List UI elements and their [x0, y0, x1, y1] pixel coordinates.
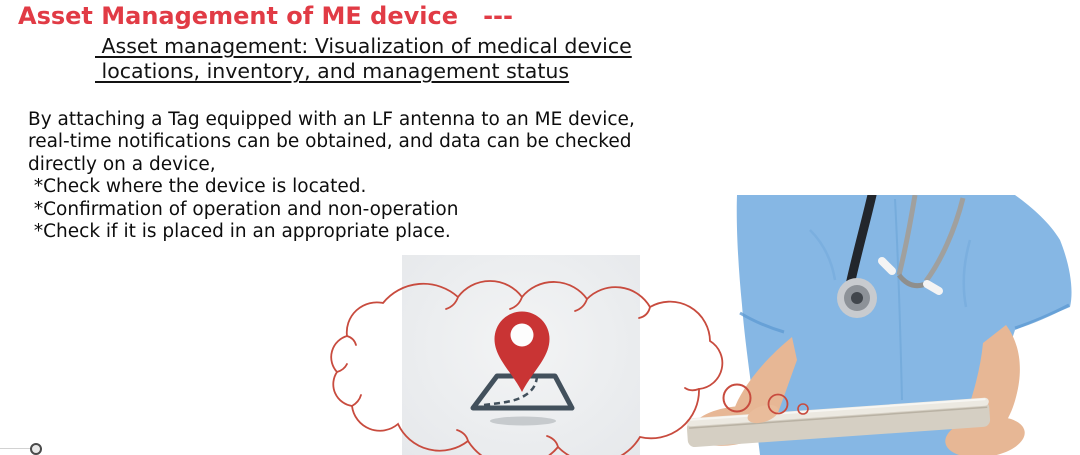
body-line: *Check if it is placed in an appropriate place.	[28, 221, 451, 243]
body-line: *Confirmation of operation and non-operation	[28, 198, 459, 220]
thought-bubble-hook	[510, 297, 522, 309]
map-shadow	[490, 417, 556, 426]
thought-bubble-hook	[337, 364, 347, 372]
thought-bubble-hook	[639, 307, 650, 318]
subtitle-line: Asset management: Visualization of medical device	[95, 34, 632, 58]
thought-bubble-tail-circle	[798, 404, 808, 414]
subtitle-line: locations, inventory, and management status	[95, 59, 570, 83]
thought-bubble-hook	[352, 395, 361, 406]
body-line: *Check where the device is located.	[28, 176, 367, 198]
thought-bubble-hook	[575, 299, 587, 311]
body-line: real-time notifications can be obtained, and data can be checked	[28, 131, 632, 153]
thought-bubble-tail-circle	[769, 395, 788, 414]
body-line: directly on a device,	[28, 153, 216, 175]
location-pin-icon	[495, 312, 550, 393]
thought-bubble-hook	[547, 436, 558, 447]
corner-divider-line	[0, 448, 30, 449]
body-line: By attaching a Tag equipped with an LF antenna to an ME device,	[28, 109, 635, 130]
thought-bubble-hook	[347, 336, 356, 345]
pin-hole	[511, 324, 534, 347]
thought-bubble	[331, 281, 808, 455]
corner-logo-glyph	[30, 443, 42, 455]
thought-bubble-tail-circle	[724, 385, 751, 412]
thought-bubble-hook	[685, 388, 699, 390]
page-title: Asset Management of ME device ---	[18, 2, 513, 30]
thought-bubble-hook	[446, 297, 458, 309]
thought-bubble-hook	[457, 430, 468, 441]
